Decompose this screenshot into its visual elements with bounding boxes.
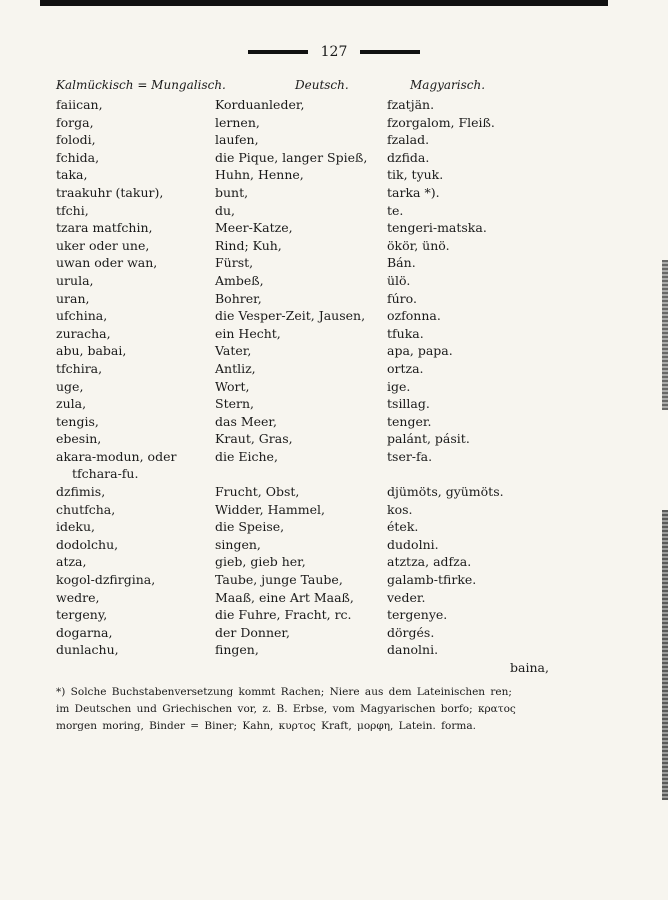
magyarisch-word: fzatjän. bbox=[387, 97, 435, 112]
magyarisch-word: apa, papa. bbox=[387, 343, 453, 359]
kalmuckisch-word: tfchara-fu. bbox=[72, 466, 139, 482]
deutsch-word: Frucht, Obst, bbox=[215, 484, 300, 500]
deutsch-word: der Donner, bbox=[215, 624, 290, 640]
kalmuckisch-word: ebesin, bbox=[56, 431, 102, 447]
deutsch-word: die Vesper-Zeit, Jausen, bbox=[215, 308, 366, 324]
magyarisch-word: tengeri-matska. bbox=[387, 220, 487, 236]
deutsch-word: Meer-Katze, bbox=[215, 220, 293, 236]
glossary-row bbox=[0, 185, 668, 203]
glossary-row bbox=[0, 115, 668, 133]
kalmuckisch-word: ideku, bbox=[56, 519, 95, 535]
glossary-row bbox=[0, 308, 668, 326]
magyarisch-word: fzorgalom, Fleiß. bbox=[387, 114, 495, 130]
kalmuckisch-word: folodi, bbox=[56, 132, 96, 148]
deutsch-word: du, bbox=[215, 202, 236, 218]
kalmuckisch-word: forga, bbox=[56, 114, 94, 130]
kalmuckisch-word: dogarna, bbox=[56, 624, 113, 640]
magyarisch-word: veder. bbox=[387, 589, 426, 605]
glossary-row bbox=[0, 414, 668, 432]
kalmuckisch-word: uwan oder wan, bbox=[56, 255, 158, 271]
glossary-row bbox=[0, 642, 668, 660]
kalmuckisch-word: dzfimis, bbox=[56, 484, 106, 500]
magyarisch-word: tsillag. bbox=[387, 396, 430, 412]
glossary-table bbox=[0, 97, 668, 660]
deutsch-word: Widder, Hammel, bbox=[215, 501, 326, 517]
catchword: baina, bbox=[510, 660, 549, 675]
deutsch-word: fingen, bbox=[215, 642, 259, 658]
glossary-row bbox=[0, 203, 668, 221]
page-number-rule-left bbox=[248, 50, 308, 54]
kalmuckisch-word: abu, babai, bbox=[56, 343, 127, 359]
glossary-row bbox=[0, 238, 668, 256]
deutsch-word: laufen, bbox=[215, 132, 259, 148]
glossary-row bbox=[0, 220, 668, 238]
deutsch-word: bunt, bbox=[215, 184, 249, 200]
glossary-row bbox=[0, 343, 668, 361]
magyarisch-word: kos. bbox=[387, 501, 413, 517]
kalmuckisch-word: dunlachu, bbox=[56, 642, 119, 658]
glossary-row bbox=[0, 291, 668, 309]
deutsch-word: Bohrer, bbox=[215, 290, 262, 306]
magyarisch-word: fzalad. bbox=[387, 132, 430, 148]
kalmuckisch-word: uge, bbox=[56, 378, 84, 394]
magyarisch-word: galamb-tfirke. bbox=[387, 572, 477, 588]
kalmuckisch-word: tfchira, bbox=[56, 360, 103, 376]
footnote-line: morgen moring, Binder = Biner; Kahn, κυρτος Kraft, μορφη, Latein. forma. bbox=[56, 720, 476, 732]
glossary-row bbox=[0, 379, 668, 397]
glossary-row bbox=[0, 607, 668, 625]
column-header-magyarisch: Magyarisch. bbox=[410, 78, 486, 92]
kalmuckisch-word: faiican, bbox=[56, 97, 103, 112]
glossary-row bbox=[0, 361, 668, 379]
deutsch-word: Vater, bbox=[215, 343, 252, 359]
kalmuckisch-word: tzara matfchin, bbox=[56, 220, 153, 236]
magyarisch-word: tik, tyuk. bbox=[387, 167, 444, 183]
magyarisch-word: tser-fa. bbox=[387, 448, 433, 464]
deutsch-word: Maaß, eine Art Maaß, bbox=[215, 589, 354, 605]
deutsch-word: Kraut, Gras, bbox=[215, 431, 293, 447]
magyarisch-word: tarka *). bbox=[387, 184, 440, 200]
kalmuckisch-word: traakuhr (takur), bbox=[56, 184, 164, 200]
glossary-row bbox=[0, 132, 668, 150]
magyarisch-word: dörgés. bbox=[387, 624, 435, 640]
magyarisch-word: tfuka. bbox=[387, 325, 424, 341]
kalmuckisch-word: uker oder une, bbox=[56, 237, 150, 253]
glossary-row bbox=[0, 466, 668, 484]
deutsch-word: Rind; Kuh, bbox=[215, 237, 282, 253]
deutsch-word: die Fuhre, Fracht, rc. bbox=[215, 607, 352, 623]
glossary-row bbox=[0, 449, 668, 467]
kalmuckisch-word: tfchi, bbox=[56, 202, 89, 218]
kalmuckisch-word: zuracha, bbox=[56, 325, 111, 341]
deutsch-word: Taube, junge Taube, bbox=[215, 572, 343, 588]
deutsch-word: die Speise, bbox=[215, 519, 285, 535]
deutsch-word: ein Hecht, bbox=[215, 325, 281, 341]
glossary-row bbox=[0, 537, 668, 555]
deutsch-word: lernen, bbox=[215, 114, 260, 130]
glossary-row bbox=[0, 396, 668, 414]
glossary-row bbox=[0, 255, 668, 273]
page-number-header bbox=[0, 44, 668, 60]
deutsch-word: singen, bbox=[215, 536, 261, 552]
kalmuckisch-word: atza, bbox=[56, 554, 87, 570]
glossary-row bbox=[0, 484, 668, 502]
magyarisch-word: fúro. bbox=[387, 290, 417, 306]
glossary-row bbox=[0, 150, 668, 168]
kalmuckisch-word: fchida, bbox=[56, 149, 100, 165]
deutsch-word: das Meer, bbox=[215, 413, 278, 429]
magyarisch-word: ige. bbox=[387, 378, 411, 394]
kalmuckisch-word: dodolchu, bbox=[56, 536, 119, 552]
kalmuckisch-word: urula, bbox=[56, 272, 94, 288]
glossary-row bbox=[0, 431, 668, 449]
deutsch-word: Ambeß, bbox=[215, 272, 264, 288]
kalmuckisch-word: ufchina, bbox=[56, 308, 108, 324]
glossary-row bbox=[0, 519, 668, 537]
magyarisch-word: ozfonna. bbox=[387, 308, 441, 324]
magyarisch-word: tergenye. bbox=[387, 607, 448, 623]
magyarisch-word: djümöts, gyümöts. bbox=[387, 484, 504, 500]
magyarisch-word: Bán. bbox=[387, 255, 416, 271]
kalmuckisch-word: zula, bbox=[56, 396, 87, 412]
glossary-row bbox=[0, 554, 668, 572]
deutsch-word: die Eiche, bbox=[215, 448, 278, 464]
kalmuckisch-word: chutfcha, bbox=[56, 501, 116, 517]
magyarisch-word: dudolni. bbox=[387, 536, 439, 552]
kalmuckisch-word: tergeny, bbox=[56, 607, 108, 623]
kalmuckisch-word: akara-modun, oder bbox=[56, 448, 177, 464]
kalmuckisch-word: kogol-dzfirgina, bbox=[56, 572, 156, 588]
glossary-row bbox=[0, 97, 668, 115]
kalmuckisch-word: wedre, bbox=[56, 589, 100, 605]
deutsch-word: gieb, gieb her, bbox=[215, 554, 306, 570]
deutsch-word: Huhn, Henne, bbox=[215, 167, 304, 183]
deutsch-word: die Pique, langer Spieß, bbox=[215, 149, 368, 165]
kalmuckisch-word: taka, bbox=[56, 167, 88, 183]
glossary-row bbox=[0, 572, 668, 590]
magyarisch-word: ortza. bbox=[387, 360, 424, 376]
magyarisch-word: ökör, ünö. bbox=[387, 237, 450, 253]
magyarisch-word: danolni. bbox=[387, 642, 439, 658]
magyarisch-word: atztza, adfza. bbox=[387, 554, 472, 570]
top-edge-rule bbox=[40, 0, 608, 6]
footnote bbox=[56, 684, 556, 735]
deutsch-word: Fürst, bbox=[215, 255, 254, 271]
kalmuckisch-word: tengis, bbox=[56, 413, 99, 429]
deutsch-word: Antliz, bbox=[215, 360, 256, 376]
magyarisch-word: te. bbox=[387, 202, 404, 218]
footnote-line: *) Solche Buchstabenversetzung kommt Rachen; Niere aus dem Lateinischen ren; bbox=[56, 686, 512, 698]
magyarisch-word: ülö. bbox=[387, 272, 411, 288]
glossary-row bbox=[0, 273, 668, 291]
magyarisch-word: étek. bbox=[387, 519, 419, 535]
magyarisch-word: palánt, pásit. bbox=[387, 431, 470, 447]
magyarisch-word: tenger. bbox=[387, 413, 432, 429]
glossary-row bbox=[0, 625, 668, 643]
glossary-row bbox=[0, 502, 668, 520]
kalmuckisch-word: uran, bbox=[56, 290, 90, 306]
deutsch-word: Wort, bbox=[215, 378, 250, 394]
footnote-line: im Deutschen und Griechischen vor, z. B. Erbse, vom Magyarischen borfo; κρατος bbox=[56, 703, 516, 715]
glossary-row bbox=[0, 167, 668, 185]
page-number-rule-right bbox=[360, 50, 420, 54]
column-header-kalmuckisch: Kalmückisch = Mungalisch. bbox=[56, 78, 226, 92]
deutsch-word: Korduanleder, bbox=[215, 97, 305, 112]
glossary-row bbox=[0, 590, 668, 608]
deutsch-word: Stern, bbox=[215, 396, 254, 412]
magyarisch-word: dzfida. bbox=[387, 149, 430, 165]
column-header-deutsch: Deutsch. bbox=[295, 78, 349, 92]
page-number: 127 bbox=[320, 44, 348, 60]
glossary-row bbox=[0, 326, 668, 344]
